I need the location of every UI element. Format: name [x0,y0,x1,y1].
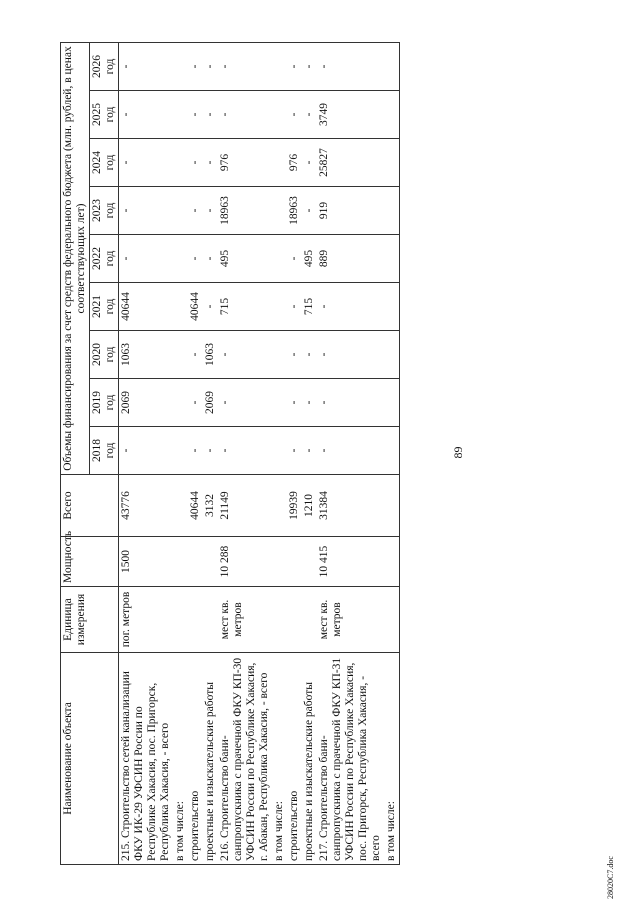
year-value-cell: - [119,42,174,90]
table-row [203,42,218,864]
year-value-cell: 976 [287,139,302,187]
year-value-cell [272,42,287,90]
unit-cell: мест кв. метров [218,587,272,653]
year-value-cell [173,331,188,379]
year-value-cell [173,235,188,283]
year-value-cell [272,187,287,235]
table-body [119,42,400,864]
year-value-cell: 40644 [119,283,174,331]
total-cell: 31384 [317,475,384,537]
year-value-cell: - [188,187,203,235]
year-value-cell: - [188,235,203,283]
year-value-cell [384,91,400,139]
object-name-cell: в том числе: [384,653,400,865]
year-value-cell: - [188,427,203,475]
year-value-cell: - [203,427,218,475]
table-row [272,42,287,864]
year-value-cell [384,235,400,283]
header-total: Всего [61,475,119,537]
year-value-cell: - [302,187,317,235]
year-value-cell: 919 [317,187,384,235]
page-number: 89 [451,446,465,459]
year-value-cell [384,379,400,427]
year-value-cell: - [119,139,174,187]
unit-cell [173,587,188,653]
object-name-cell: в том числе: [272,653,287,865]
unit-cell [287,587,302,653]
year-value-cell: - [203,91,218,139]
year-value-cell: - [203,187,218,235]
year-value-cell: 889 [317,235,384,283]
year-value-cell: 18963 [287,187,302,235]
total-cell: 43776 [119,475,174,537]
capacity-cell [173,537,188,587]
year-value-cell: 1063 [119,331,174,379]
year-value-cell: - [302,91,317,139]
year-value-cell: - [119,187,174,235]
year-value-cell: 715 [302,283,317,331]
year-value-cell: - [302,139,317,187]
object-name-cell: 216. Строительство бани-санпропускника с прачечной ФКУ КП-30 УФСИН России по Республике Хакасия, г. Абакан, Республика Хакасия, - всего [218,653,272,865]
header-year: 2022 год [90,235,119,283]
header-capacity: Мощность [61,537,119,587]
year-value-cell [173,91,188,139]
year-value-cell: 3749 [317,91,384,139]
year-value-cell: 2069 [119,379,174,427]
header-year: 2018 год [90,427,119,475]
year-value-cell [272,139,287,187]
unit-cell: пог. метров [119,587,174,653]
header-year: 2025 год [90,91,119,139]
year-value-cell: - [317,379,384,427]
year-value-cell: - [287,283,302,331]
year-value-cell: 25827 [317,139,384,187]
capacity-cell: 10 415 [317,537,384,587]
year-value-cell: 495 [218,235,272,283]
object-name-cell: в том числе: [173,653,188,865]
year-value-cell: - [287,91,302,139]
table-row [302,42,317,864]
capacity-cell: 10 288 [218,537,272,587]
capacity-cell [287,537,302,587]
table-row [218,42,272,864]
object-name-cell: проектные и изыскательские работы [302,653,317,865]
capacity-cell [302,537,317,587]
year-value-cell: 2069 [203,379,218,427]
year-value-cell: - [218,427,272,475]
year-value-cell: - [302,42,317,90]
year-value-cell: 18963 [218,187,272,235]
unit-cell [302,587,317,653]
year-value-cell [272,283,287,331]
year-value-cell [173,427,188,475]
year-value-cell: - [317,283,384,331]
year-value-cell: 495 [302,235,317,283]
year-value-cell: - [302,379,317,427]
capacity-cell [188,537,203,587]
year-value-cell: - [188,139,203,187]
year-value-cell: 1063 [203,331,218,379]
funding-table [60,42,400,865]
header-year: 2023 год [90,187,119,235]
year-value-cell: - [119,235,174,283]
header-year: 2020 год [90,331,119,379]
header-year: 2024 год [90,139,119,187]
table-row [119,42,174,864]
header-unit: Единица измерения [61,587,119,653]
unit-cell: мест кв. метров [317,587,384,653]
table-row [384,42,400,864]
total-cell: 21149 [218,475,272,537]
year-value-cell: - [287,427,302,475]
object-name-cell: проектные и изыскательские работы [203,653,218,865]
year-value-cell: - [188,379,203,427]
year-value-cell: - [287,379,302,427]
year-value-cell: - [188,42,203,90]
total-cell: 3132 [203,475,218,537]
year-value-cell [272,235,287,283]
year-value-cell: - [302,331,317,379]
header-year: 2026 год [90,42,119,90]
unit-cell [188,587,203,653]
year-value-cell: - [203,42,218,90]
header-name: Наименование объекта [61,653,119,865]
capacity-cell [203,537,218,587]
year-value-cell [272,331,287,379]
year-value-cell [272,379,287,427]
year-value-cell [173,379,188,427]
header-year: 2019 год [90,379,119,427]
year-value-cell [384,187,400,235]
year-value-cell: 715 [218,283,272,331]
total-cell: 1210 [302,475,317,537]
year-value-cell: - [119,91,174,139]
table-row [188,42,203,864]
capacity-cell [384,537,400,587]
total-cell [173,475,188,537]
year-value-cell: 976 [218,139,272,187]
year-value-cell [384,139,400,187]
year-value-cell: - [287,235,302,283]
object-name-cell: строительство [287,653,302,865]
year-value-cell: - [302,427,317,475]
unit-cell [384,587,400,653]
year-value-cell [384,42,400,90]
capacity-cell [272,537,287,587]
year-value-cell: - [218,42,272,90]
year-value-cell [384,427,400,475]
year-value-cell [384,283,400,331]
year-value-cell [384,331,400,379]
total-cell: 40644 [188,475,203,537]
table-row [173,42,188,864]
year-value-cell: - [188,91,203,139]
year-value-cell: - [119,427,174,475]
table-row [317,42,384,864]
year-value-cell [272,91,287,139]
total-cell [272,475,287,537]
year-value-cell [272,427,287,475]
unit-cell [272,587,287,653]
year-value-cell: - [287,331,302,379]
object-name-cell: 215. Строительство сетей канализации ФКУ ИК-29 УФСИН России по Республике Хакасия, пос. Пригорск, Республика Хакасия, - всего [119,653,174,865]
total-cell [384,475,400,537]
year-value-cell: - [317,427,384,475]
year-value-cell: - [218,91,272,139]
year-value-cell: - [218,379,272,427]
object-name-cell: строительство [188,653,203,865]
object-name-cell: 217. Строительство бани-санпропускника с прачечной ФКУ КП-31 УФСИН России по Республике Хакасия, пос. Пригорск, Республика Хакасия, - всего [317,653,384,865]
year-value-cell [173,139,188,187]
year-value-cell: - [188,331,203,379]
year-value-cell: - [203,139,218,187]
year-value-cell: - [317,42,384,90]
year-value-cell: - [287,42,302,90]
footer-filename: 28020C7.doc [606,856,615,899]
year-value-cell [173,42,188,90]
year-value-cell: - [203,283,218,331]
year-value-cell: - [203,235,218,283]
capacity-cell: 1500 [119,537,174,587]
total-cell: 19939 [287,475,302,537]
year-value-cell: - [317,331,384,379]
header-funding: Объемы финансирования за счет средств федерального бюджета (млн. рублей, в ценах соответствующих лет) [61,42,90,474]
header-year: 2021 год [90,283,119,331]
year-value-cell [173,187,188,235]
year-value-cell [173,283,188,331]
year-value-cell: - [218,331,272,379]
table-row [287,42,302,864]
unit-cell [203,587,218,653]
year-value-cell: 40644 [188,283,203,331]
